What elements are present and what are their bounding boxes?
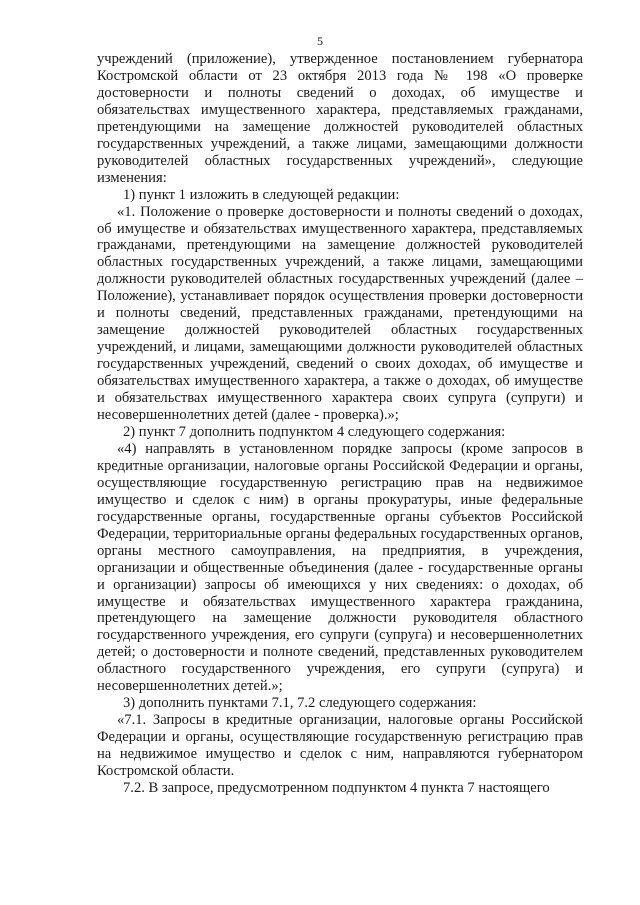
paragraph-item1-intro: 1) пункт 1 изложить в следующей редакции: [123,186,400,203]
paragraph-item2-quote: «4) направлять в установленном порядке запросы (кроме запросов в кредитные организации, налоговые органы Российской Федерации и органы, осуществляющие государственную регистрацию прав на недвижимое имущество и сделок с ним) в органы прокуратуры, иные федеральные государственные органы, государственные органы субъектов Российской Федерации, территориальные органы федеральных государственных органов, органы местного самоуправления, на предприятия, в учреждения, организации и общественные объединения (далее - государственные органы и организации) запросы об имеющихся у них сведениях: о доходах, об имуществе и обязательствах имущественного характера гражданина, претендующего на замещение должности руководителя областного государственного учреждения, его супруги (супруга) и несовершеннолетних детей; о достоверности и полноте сведений, представленных руководителем областного государственного учреждения, его супруги (супруга) и несовершеннолетних детей.»; [97,440,583,695]
paragraph-item3-7-2: 7.2. В запросе, предусмотренном подпунктом 4 пункта 7 настоящего [123,779,550,796]
paragraph-intro: учреждений (приложение), утвержденное постановлением губернатора Костромской области от 23 октября 2013 года № 198 «О проверке достоверности и полноты сведений о доходах, об имуществе и обязательствах имущественного характера, представляемых гражданами, претендующими на замещение должностей руководителей областных государственных учреждений, а также лицами, замещающими должности руководителей областных государственных учреждений», следующие изменения: [97,51,583,186]
paragraph-item3-intro: 3) дополнить пунктами 7.1, 7.2 следующего содержания: [123,695,477,712]
paragraph-item3-quote: «7.1. Запросы в кредитные организации, налоговые органы Российской Федерации и органы, осуществляющие государственную регистрацию прав на недвижимое имущество и сделок с ним, направляются губернатором Костромской области. [97,712,583,780]
document-body [97,51,583,797]
paragraph-item2-intro: 2) пункт 7 дополнить подпунктом 4 следующего содержания: [123,423,506,440]
page-number: 5 [317,34,323,48]
paragraph-item1-quote: «1. Положение о проверке достоверности и полноты сведений о доходах, об имуществе и обязательствах имущественного характера, представляемых гражданами, претендующими на замещение должностей руководителей областных государственных учреждений, а также лицами, замещающими должности руководителей областных государственных учреждений (далее – Положение), устанавливает порядок осуществления проверки достоверности и полноты сведений, представленных гражданами, претендующими на замещение должностей руководителей областных государственных учреждений, и лицами, замещающими должности руководителей областных государственных учреждений, сведений о своих доходах, об имуществе и обязательствах имущественного характера, а также о доходах, об имуществе и обязательствах имущественного характера своих супруга (супруги) и несовершеннолетних детей (далее - проверка).»; [97,203,583,424]
